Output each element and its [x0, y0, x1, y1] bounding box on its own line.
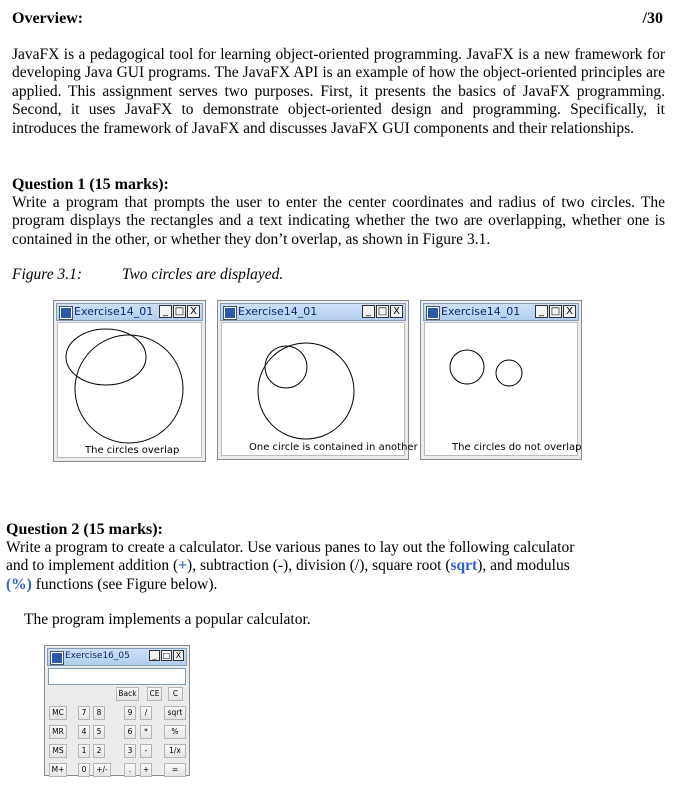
- calculator-intro: The program implements a popular calculator.: [24, 611, 311, 628]
- clear-button[interactable]: C: [168, 687, 183, 701]
- close-button[interactable]: X: [187, 305, 200, 318]
- close-button[interactable]: X: [390, 305, 403, 318]
- digit-6-button[interactable]: 6: [124, 725, 136, 739]
- circle-inner: [265, 346, 307, 388]
- digit-8-button[interactable]: 8: [93, 706, 105, 720]
- equals-button[interactable]: =: [164, 763, 186, 777]
- digit-2-button[interactable]: 2: [93, 744, 105, 758]
- title-bar[interactable]: [220, 303, 406, 321]
- digit-7-button[interactable]: 7: [78, 706, 90, 720]
- maximize-button[interactable]: □: [174, 306, 185, 317]
- calculator-window: [44, 645, 190, 776]
- ce-button[interactable]: CE: [147, 687, 162, 701]
- window-title: Exercise14_01: [238, 305, 318, 318]
- title-bar[interactable]: [423, 303, 579, 321]
- q2-plus-symbol: +: [178, 557, 188, 575]
- q2-paren: (: [6, 575, 12, 593]
- figure-caption: Two circles are displayed.: [122, 266, 284, 283]
- title-bar[interactable]: [56, 303, 203, 321]
- result-text: The circles do not overlap: [452, 442, 582, 453]
- minimize-button[interactable]: _: [149, 650, 160, 661]
- q2-text-part: ), and modulus: [477, 557, 570, 575]
- circles-drawing: [222, 323, 406, 457]
- circle-pane: [424, 322, 582, 456]
- back-button[interactable]: Back: [116, 687, 139, 701]
- q2-sqrt-symbol: sqrt: [450, 557, 478, 575]
- digit-5-button[interactable]: 5: [93, 725, 105, 739]
- total-marks: /30: [642, 10, 663, 27]
- overview-heading: Overview:: [12, 10, 84, 27]
- window-title: Exercise16_05: [65, 651, 130, 661]
- minimize-button[interactable]: _: [535, 305, 548, 318]
- maximize-button[interactable]: □: [377, 306, 388, 317]
- reciprocal-button[interactable]: 1/x: [164, 744, 186, 758]
- question-2-text: [6, 539, 596, 594]
- figure-label: Figure 3.1:: [12, 266, 83, 283]
- window-title: Exercise14_01: [74, 305, 154, 318]
- result-text: The circles overlap: [85, 445, 180, 456]
- subtract-button[interactable]: -: [140, 744, 152, 758]
- circle-small: [66, 329, 146, 385]
- window-overlap: [53, 300, 206, 462]
- ms-button[interactable]: MS: [49, 744, 67, 758]
- decimal-button[interactable]: .: [124, 763, 136, 777]
- digit-1-button[interactable]: 1: [78, 744, 90, 758]
- divide-button[interactable]: /: [140, 706, 152, 720]
- circle-large: [75, 335, 183, 443]
- maximize-button[interactable]: □: [162, 651, 171, 660]
- window-contained: [217, 300, 418, 460]
- add-button[interactable]: +: [140, 763, 152, 777]
- circle-pane: [221, 322, 418, 456]
- close-button[interactable]: X: [563, 305, 576, 318]
- negate-button[interactable]: +/-: [93, 763, 111, 777]
- q2-percent-symbol: %: [11, 575, 27, 593]
- result-text: One circle is contained in another: [249, 442, 418, 453]
- title-bar[interactable]: [47, 648, 187, 666]
- circle-pane: [57, 322, 202, 458]
- minimize-button[interactable]: _: [159, 305, 172, 318]
- java-app-icon: [427, 307, 439, 319]
- digit-4-button[interactable]: 4: [78, 725, 90, 739]
- circles-drawing: [58, 323, 203, 459]
- calculator-display[interactable]: [48, 668, 186, 685]
- mr-button[interactable]: MR: [49, 725, 67, 739]
- question-1-text: Write a program that prompts the user to enter the center coordinates and radius of two circles. The program displays the rectangles and a text indicating whether the two are overlapping, whether one is contained in the other, or whether they don’t overlap, as shown in Figure 3.1.: [12, 194, 665, 248]
- m-plus-button[interactable]: M+: [49, 763, 67, 777]
- q2-text-part: Write a program to create a calculator. Use various panes to lay out the following calculator and to implement addition (: [6, 539, 575, 575]
- digit-3-button[interactable]: 3: [124, 744, 136, 758]
- question-1-title: Question 1 (15 marks):: [12, 176, 169, 193]
- window-no-overlap: [420, 300, 582, 460]
- digit-9-button[interactable]: 9: [124, 706, 136, 720]
- circle-outer: [258, 343, 354, 439]
- circle-right: [496, 360, 522, 386]
- java-app-icon: [51, 652, 63, 664]
- modulus-button[interactable]: %: [164, 725, 186, 739]
- circles-drawing: [425, 323, 579, 457]
- java-app-icon: [60, 307, 72, 319]
- minimize-button[interactable]: _: [362, 305, 375, 318]
- q2-text-part: ), subtraction (-), division (/), square root (: [187, 557, 451, 575]
- circle-left: [450, 350, 484, 384]
- digit-0-button[interactable]: 0: [78, 763, 90, 777]
- window-title: Exercise14_01: [441, 305, 521, 318]
- maximize-button[interactable]: □: [550, 306, 561, 317]
- close-button[interactable]: X: [173, 650, 184, 661]
- multiply-button[interactable]: *: [140, 725, 152, 739]
- q2-text-part: functions (see Figure below).: [31, 575, 218, 593]
- sqrt-button[interactable]: sqrt: [164, 706, 186, 720]
- mc-button[interactable]: MC: [49, 706, 67, 720]
- overview-paragraph: JavaFX is a pedagogical tool for learning object-oriented programming. JavaFX is a new framework for developing Java GUI programs. The JavaFX API is an example of how the object-oriented principles are applied. This assignment serves two purposes. First, it presents the basics of JavaFX programming. Second, it uses JavaFX to demonstrate object-oriented design and programming. Specifically, it introduces the framework of JavaFX and discusses JavaFX GUI components and their relationships.: [12, 46, 665, 137]
- java-app-icon: [224, 307, 236, 319]
- question-2-title: Question 2 (15 marks):: [6, 521, 163, 538]
- q2-paren: ): [26, 575, 32, 593]
